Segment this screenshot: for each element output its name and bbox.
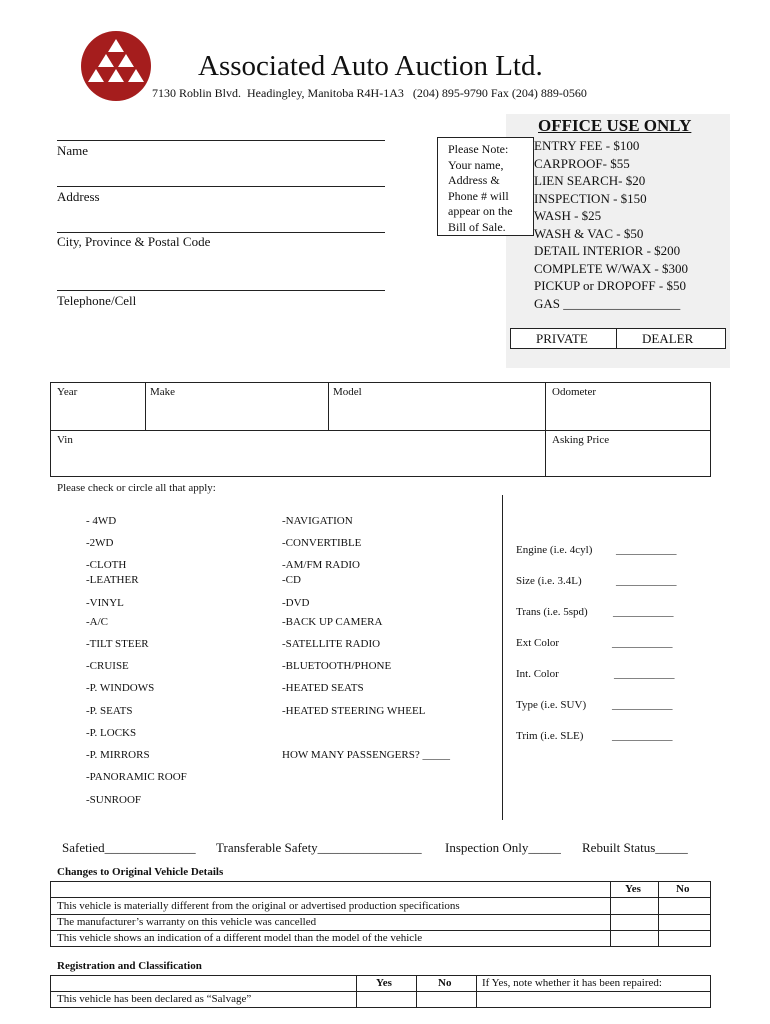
note-box: [437, 137, 534, 236]
spec-blank[interactable]: ___________: [616, 544, 677, 556]
asking-price-field[interactable]: Asking Price: [552, 434, 610, 446]
city-label: City, Province & Postal Code: [57, 234, 211, 249]
registration-title: Registration and Classification: [57, 960, 202, 972]
option-item[interactable]: -BACK UP CAMERA: [282, 616, 383, 628]
registration-col-divider: [356, 975, 357, 1008]
company-logo: [80, 30, 152, 102]
option-item[interactable]: -VINYL: [86, 597, 124, 609]
spec-label: Size (i.e. 3.4L): [516, 575, 582, 587]
private-divider: [616, 329, 617, 348]
fee-item: LIEN SEARCH- $20: [534, 173, 646, 188]
note-line: Please Note:: [448, 142, 509, 156]
fee-item: COMPLETE W/WAX - $300: [534, 260, 688, 276]
option-item[interactable]: -CLOTH: [86, 559, 127, 571]
registration-row: This vehicle has been declared as “Salvage”: [57, 993, 252, 1005]
fee-item: INSPECTION - $150: [534, 190, 647, 206]
registration-repair-note: If Yes, note whether it has been repaired:: [482, 977, 662, 989]
registration-col-divider: [476, 975, 477, 1008]
vehicle-table-col-divider: [545, 382, 546, 477]
option-item[interactable]: -P. SEATS: [86, 705, 133, 717]
fee-item: DETAIL INTERIOR - $200: [534, 243, 681, 258]
option-item[interactable]: -SATELLITE RADIO: [282, 638, 381, 650]
note-line: appear on the: [448, 204, 513, 218]
option-item[interactable]: -BLUETOOTH/PHONE: [282, 660, 392, 672]
option-item[interactable]: -P. MIRRORS: [86, 749, 150, 761]
spec-label: Trans (i.e. 5spd): [516, 606, 588, 618]
option-item[interactable]: -HEATED STEERING WHEEL: [282, 705, 426, 717]
option-item[interactable]: -HEATED SEATS: [282, 682, 364, 694]
option-item[interactable]: -A/C: [86, 616, 108, 628]
option-item[interactable]: -PANORAMIC ROOF: [86, 771, 187, 783]
options-divider: [502, 495, 503, 820]
safetied-field[interactable]: Safetied______________: [62, 840, 196, 855]
changes-row: The manufacturer’s warranty on this vehicle was cancelled: [57, 916, 317, 928]
vehicle-table-row-divider: [50, 430, 711, 431]
options-instruction: Please check or circle all that apply:: [57, 482, 216, 494]
make-field[interactable]: Make: [150, 386, 176, 398]
changes-no-header: No: [676, 883, 690, 895]
office-fees: [534, 137, 688, 312]
vehicle-table-col-divider: [145, 382, 146, 430]
vehicle-table-col-divider: [328, 382, 329, 430]
year-field[interactable]: Year: [57, 386, 78, 398]
spec-label: Trim (i.e. SLE): [516, 730, 584, 742]
dealer-option[interactable]: DEALER: [642, 331, 694, 346]
spec-blank[interactable]: ___________: [612, 699, 673, 711]
changes-row-divider: [50, 897, 711, 898]
spec-blank[interactable]: ___________: [612, 730, 673, 742]
city-line[interactable]: [57, 232, 385, 233]
note-line: Phone # will: [448, 188, 509, 203]
transferable-safety-field[interactable]: Transferable Safety________________: [216, 840, 422, 855]
option-item[interactable]: -DVD: [282, 597, 310, 609]
changes-title: Changes to Original Vehicle Details: [57, 866, 224, 878]
company-address: 7130 Roblin Blvd. Headingley, Manitoba R4H-1A3 (204) 895-9790 Fax (204) 889-0560: [152, 86, 587, 100]
note-line: Address &: [448, 173, 500, 187]
spec-blank[interactable]: ___________: [612, 637, 673, 649]
option-item[interactable]: -CD: [282, 574, 301, 586]
spec-label: Ext Color: [516, 637, 560, 649]
spec-blank[interactable]: ___________: [614, 668, 675, 680]
passengers-field[interactable]: HOW MANY PASSENGERS? _____: [282, 749, 450, 761]
note-line: Your name,: [448, 157, 504, 172]
changes-col-divider: [658, 881, 659, 947]
changes-row: This vehicle is materially different from the original or advertised production specifications: [57, 900, 460, 912]
spec-label: Int. Color: [516, 668, 559, 680]
registration-col-divider: [416, 975, 417, 1008]
inspection-only-field[interactable]: Inspection Only_____: [445, 840, 561, 855]
fee-item: CARPROOF- $55: [534, 155, 630, 171]
fee-item: PICKUP or DROPOFF - $50: [534, 278, 686, 293]
option-item[interactable]: -P. LOCKS: [86, 727, 137, 739]
option-item[interactable]: -NAVIGATION: [282, 515, 353, 527]
option-item[interactable]: -P. WINDOWS: [86, 682, 155, 694]
option-item[interactable]: -CONVERTIBLE: [282, 537, 362, 549]
private-option[interactable]: PRIVATE: [536, 331, 588, 346]
option-item[interactable]: -SUNROOF: [86, 794, 142, 806]
option-item[interactable]: -TILT STEER: [86, 638, 149, 650]
model-field[interactable]: Model: [333, 386, 362, 398]
company-name: Associated Auto Auction Ltd.: [198, 50, 543, 82]
rebuilt-status-field[interactable]: Rebuilt Status_____: [582, 840, 688, 855]
address-label: Address: [57, 189, 100, 204]
option-item[interactable]: -2WD: [86, 537, 114, 549]
changes-row-divider: [50, 914, 711, 915]
option-item[interactable]: - 4WD: [86, 515, 117, 527]
changes-row: This vehicle shows an indication of a different model than the model of the vehicle: [57, 932, 423, 944]
spec-label: Type (i.e. SUV): [516, 699, 587, 711]
fee-item: GAS __________________: [534, 295, 681, 311]
address-line[interactable]: [57, 186, 385, 187]
name-line[interactable]: [57, 140, 385, 141]
odometer-field[interactable]: Odometer: [552, 386, 596, 398]
changes-yes-header: Yes: [625, 883, 641, 895]
phone-line[interactable]: [57, 290, 385, 291]
option-item[interactable]: -CRUISE: [86, 660, 129, 672]
spec-blank[interactable]: ___________: [613, 606, 674, 618]
office-use-title: OFFICE USE ONLY: [538, 116, 692, 135]
spec-blank[interactable]: ___________: [616, 575, 677, 587]
name-label: Name: [57, 143, 89, 158]
fee-item: WASH - $25: [534, 208, 602, 223]
changes-row-divider: [50, 930, 711, 931]
registration-header-underline: [50, 991, 711, 992]
option-item[interactable]: -AM/FM RADIO: [282, 559, 360, 571]
note-line: Bill of Sale.: [448, 219, 506, 234]
registration-no-header: No: [438, 977, 452, 989]
changes-col-divider: [610, 881, 611, 947]
fee-item: WASH & VAC - $50: [534, 225, 644, 241]
fee-item: ENTRY FEE - $100: [534, 138, 640, 153]
phone-label: Telephone/Cell: [57, 293, 137, 308]
spec-label: Engine (i.e. 4cyl): [516, 544, 593, 556]
registration-yes-header: Yes: [376, 977, 392, 989]
option-item[interactable]: -LEATHER: [86, 574, 139, 586]
vin-field[interactable]: Vin: [57, 434, 73, 446]
